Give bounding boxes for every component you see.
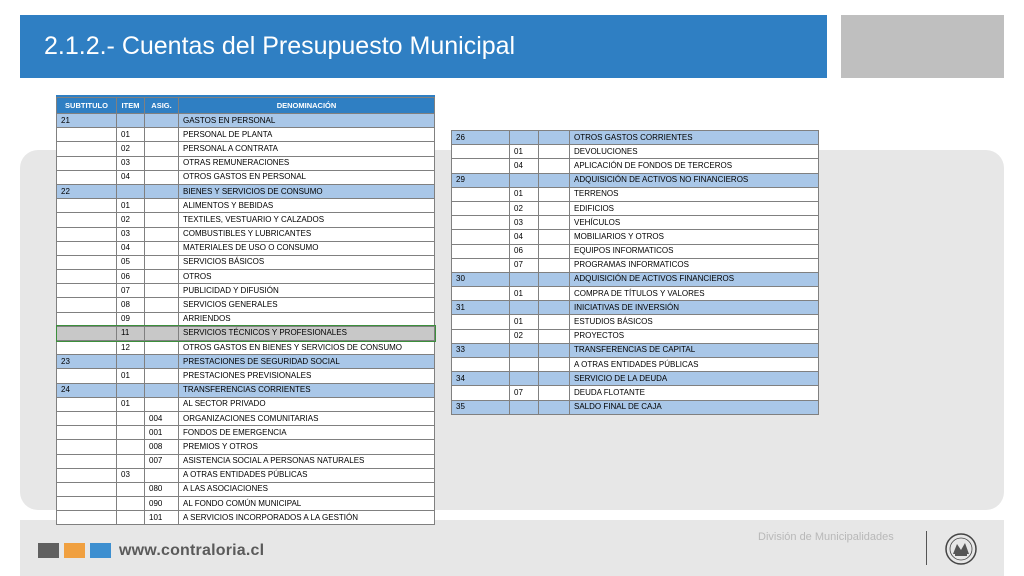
cell-item	[117, 355, 145, 369]
cell-subtitulo	[57, 397, 117, 411]
cell-item	[117, 482, 145, 496]
cell-subtitulo	[57, 128, 117, 142]
cell-item: 09	[117, 312, 145, 326]
table-row	[452, 358, 819, 372]
cell-asig	[145, 312, 179, 326]
table-row	[452, 301, 819, 315]
cell-asig	[145, 270, 179, 284]
header-denominacion: DENOMINACIÓN	[179, 98, 435, 114]
cell-item: 04	[510, 230, 539, 244]
cell-asig	[539, 201, 570, 215]
cell-denominacion: OTROS GASTOS EN PERSONAL	[179, 170, 435, 184]
cell-denominacion: ARRIENDOS	[179, 312, 435, 326]
cell-asig	[145, 284, 179, 298]
table-row	[57, 440, 435, 454]
cell-subtitulo	[57, 326, 117, 340]
table-row	[57, 227, 435, 241]
table-row	[57, 156, 435, 170]
cell-denominacion: A SERVICIOS INCORPORADOS A LA GESTIÓN	[179, 511, 435, 525]
table-row	[57, 426, 435, 440]
cell-item: 02	[510, 329, 539, 343]
cell-subtitulo	[57, 411, 117, 425]
cell-item	[510, 358, 539, 372]
cell-denominacion: A OTRAS ENTIDADES PÚBLICAS	[179, 468, 435, 482]
cell-denominacion: PRESTACIONES PREVISIONALES	[179, 369, 435, 383]
cell-subtitulo: 22	[57, 184, 117, 198]
cell-item	[510, 301, 539, 315]
table-row	[57, 170, 435, 184]
cell-asig	[145, 255, 179, 269]
cell-item: 03	[117, 468, 145, 482]
cell-denominacion: TRANSFERENCIAS DE CAPITAL	[570, 343, 819, 357]
table-row	[57, 284, 435, 298]
cell-subtitulo	[57, 170, 117, 184]
table-row	[452, 343, 819, 357]
cell-subtitulo: 23	[57, 355, 117, 369]
cell-asig	[539, 358, 570, 372]
cell-item: 03	[117, 156, 145, 170]
cell-subtitulo	[57, 142, 117, 156]
header-item: ITEM	[117, 98, 145, 114]
cell-asig: 004	[145, 411, 179, 425]
cell-asig	[145, 114, 179, 128]
table-row	[452, 145, 819, 159]
cell-asig	[539, 159, 570, 173]
cell-item: 01	[510, 145, 539, 159]
cell-subtitulo	[57, 241, 117, 255]
cell-asig	[145, 355, 179, 369]
cell-subtitulo	[57, 270, 117, 284]
cell-item	[510, 131, 539, 145]
cell-item	[117, 511, 145, 525]
cell-item: 03	[117, 227, 145, 241]
cell-asig: 101	[145, 511, 179, 525]
cell-subtitulo: 35	[452, 400, 510, 414]
cell-denominacion: TEXTILES, VESTUARIO Y CALZADOS	[179, 213, 435, 227]
cell-asig	[539, 216, 570, 230]
cell-item	[510, 400, 539, 414]
cell-asig	[145, 397, 179, 411]
cell-denominacion: SERVICIOS GENERALES	[179, 298, 435, 312]
table-row	[452, 400, 819, 414]
cell-denominacion: DEUDA FLOTANTE	[570, 386, 819, 400]
cell-item: 12	[117, 341, 145, 355]
cell-asig	[539, 329, 570, 343]
corner-gray-block	[841, 15, 1004, 78]
cell-denominacion: SERVICIOS TÉCNICOS Y PROFESIONALES	[179, 326, 435, 340]
cell-denominacion: EDIFICIOS	[570, 201, 819, 215]
cell-item: 01	[510, 187, 539, 201]
cell-asig	[539, 131, 570, 145]
cell-denominacion: BIENES Y SERVICIOS DE CONSUMO	[179, 184, 435, 198]
cell-subtitulo	[452, 159, 510, 173]
cell-denominacion: SERVICIO DE LA DEUDA	[570, 372, 819, 386]
cell-item	[117, 497, 145, 511]
cell-subtitulo	[57, 497, 117, 511]
cell-item	[117, 383, 145, 397]
cell-subtitulo	[452, 244, 510, 258]
cell-subtitulo	[57, 199, 117, 213]
table-row	[57, 397, 435, 411]
cell-denominacion: MATERIALES DE USO O CONSUMO	[179, 241, 435, 255]
cell-denominacion: TERRENOS	[570, 187, 819, 201]
table-row	[57, 142, 435, 156]
cell-item: 01	[117, 128, 145, 142]
cell-denominacion: PRESTACIONES DE SEGURIDAD SOCIAL	[179, 355, 435, 369]
cell-denominacion: SALDO FINAL DE CAJA	[570, 400, 819, 414]
cell-subtitulo	[57, 284, 117, 298]
cell-item: 03	[510, 216, 539, 230]
cell-subtitulo	[452, 187, 510, 201]
cell-item: 11	[117, 326, 145, 340]
cell-item: 06	[117, 270, 145, 284]
cell-item: 04	[117, 170, 145, 184]
cell-subtitulo	[57, 468, 117, 482]
cell-asig	[145, 326, 179, 340]
table-row	[452, 386, 819, 400]
cell-subtitulo	[57, 369, 117, 383]
cell-subtitulo	[57, 156, 117, 170]
footer-division: División de Municipalidades	[758, 531, 894, 543]
cell-subtitulo	[57, 312, 117, 326]
cell-denominacion: OTROS GASTOS CORRIENTES	[570, 131, 819, 145]
cell-asig	[539, 173, 570, 187]
cell-subtitulo	[452, 145, 510, 159]
cell-item	[117, 454, 145, 468]
cell-item: 07	[510, 386, 539, 400]
cell-denominacion: ASISTENCIA SOCIAL A PERSONAS NATURALES	[179, 454, 435, 468]
cell-subtitulo	[57, 255, 117, 269]
cell-asig	[539, 315, 570, 329]
table-row	[452, 131, 819, 145]
cell-denominacion: DEVOLUCIONES	[570, 145, 819, 159]
header-subtitulo: SUBTITULO	[57, 98, 117, 114]
table-row	[57, 312, 435, 326]
cell-denominacion: PROGRAMAS INFORMATICOS	[570, 258, 819, 272]
table-row	[57, 298, 435, 312]
table-row	[57, 411, 435, 425]
cell-asig: 001	[145, 426, 179, 440]
budget-table-right	[451, 130, 819, 415]
cell-asig: 090	[145, 497, 179, 511]
table-row	[57, 482, 435, 496]
cell-denominacion: PERSONAL DE PLANTA	[179, 128, 435, 142]
footer-logo-square-gray	[38, 543, 59, 558]
cell-denominacion: GASTOS EN PERSONAL	[179, 114, 435, 128]
cell-denominacion: ADQUISICIÓN DE ACTIVOS FINANCIEROS	[570, 272, 819, 286]
cell-subtitulo: 34	[452, 372, 510, 386]
cell-subtitulo	[452, 315, 510, 329]
footer-separator	[926, 531, 927, 565]
cell-asig	[145, 369, 179, 383]
cell-asig	[145, 468, 179, 482]
cell-item: 08	[117, 298, 145, 312]
cell-item: 02	[510, 201, 539, 215]
cell-item: 04	[510, 159, 539, 173]
cell-subtitulo	[452, 329, 510, 343]
table-row	[452, 329, 819, 343]
table-row	[57, 241, 435, 255]
cell-item	[117, 184, 145, 198]
cell-subtitulo	[452, 258, 510, 272]
cell-asig	[145, 383, 179, 397]
footer-url[interactable]: www.contraloria.cl	[119, 542, 265, 559]
cell-subtitulo: 24	[57, 383, 117, 397]
cell-denominacion: ALIMENTOS Y BEBIDAS	[179, 199, 435, 213]
table-row	[452, 287, 819, 301]
cell-asig	[539, 187, 570, 201]
cell-subtitulo	[57, 482, 117, 496]
cell-denominacion: APLICACIÓN DE FONDOS DE TERCEROS	[570, 159, 819, 173]
cell-asig	[539, 272, 570, 286]
cell-item: 01	[117, 397, 145, 411]
table-row	[57, 468, 435, 482]
cell-denominacion: ADQUISICIÓN DE ACTIVOS NO FINANCIEROS	[570, 173, 819, 187]
cell-asig	[539, 343, 570, 357]
table-row	[57, 128, 435, 142]
cell-denominacion: FONDOS DE EMERGENCIA	[179, 426, 435, 440]
table-row	[452, 244, 819, 258]
cell-item: 05	[117, 255, 145, 269]
cell-item: 01	[117, 369, 145, 383]
table-header-row	[57, 98, 435, 114]
cell-subtitulo	[452, 287, 510, 301]
footer-logo-square-orange	[64, 543, 85, 558]
table-row	[452, 216, 819, 230]
table-row	[57, 341, 435, 355]
cell-subtitulo	[452, 201, 510, 215]
cell-asig	[539, 287, 570, 301]
cell-denominacion: A OTRAS ENTIDADES PÚBLICAS	[570, 358, 819, 372]
cell-denominacion: OTROS GASTOS EN BIENES Y SERVICIOS DE CONSUMO	[179, 341, 435, 355]
cell-item	[510, 272, 539, 286]
cell-item	[510, 173, 539, 187]
cell-subtitulo	[452, 216, 510, 230]
table-row	[57, 383, 435, 397]
table-row	[57, 255, 435, 269]
cell-asig	[539, 301, 570, 315]
cell-denominacion: A LAS ASOCIACIONES	[179, 482, 435, 496]
footer-logo-square-blue	[90, 543, 111, 558]
cell-item: 01	[510, 315, 539, 329]
table-row	[57, 355, 435, 369]
cell-subtitulo: 33	[452, 343, 510, 357]
slide-title: 2.1.2.- Cuentas del Presupuesto Municipal	[20, 15, 827, 78]
cell-denominacion: PREMIOS Y OTROS	[179, 440, 435, 454]
cell-subtitulo	[57, 298, 117, 312]
cell-item: 04	[117, 241, 145, 255]
cell-subtitulo: 29	[452, 173, 510, 187]
cell-item	[117, 411, 145, 425]
cell-item: 02	[117, 213, 145, 227]
table-row	[57, 511, 435, 525]
table-row	[452, 187, 819, 201]
table-row	[452, 173, 819, 187]
cell-denominacion: COMBUSTIBLES Y LUBRICANTES	[179, 227, 435, 241]
table-row	[452, 372, 819, 386]
cell-asig	[539, 400, 570, 414]
cell-item: 07	[510, 258, 539, 272]
cell-subtitulo	[452, 230, 510, 244]
cell-subtitulo	[57, 440, 117, 454]
cell-denominacion: TRANSFERENCIAS CORRIENTES	[179, 383, 435, 397]
cell-asig	[145, 213, 179, 227]
cell-asig	[145, 184, 179, 198]
cell-asig	[145, 298, 179, 312]
cell-item: 01	[510, 287, 539, 301]
cell-item	[510, 372, 539, 386]
cell-denominacion: COMPRA DE TÍTULOS Y VALORES	[570, 287, 819, 301]
cell-subtitulo: 26	[452, 131, 510, 145]
cell-denominacion: AL FONDO COMÚN MUNICIPAL	[179, 497, 435, 511]
cell-subtitulo	[57, 426, 117, 440]
cell-asig	[145, 341, 179, 355]
cell-item: 06	[510, 244, 539, 258]
cell-asig	[539, 372, 570, 386]
table-row	[57, 270, 435, 284]
cell-asig	[539, 386, 570, 400]
cell-asig	[145, 227, 179, 241]
cell-subtitulo	[57, 213, 117, 227]
contraloria-seal-icon	[937, 532, 985, 566]
table-row	[57, 199, 435, 213]
cell-item: 02	[117, 142, 145, 156]
cell-asig	[539, 258, 570, 272]
cell-asig	[539, 230, 570, 244]
cell-denominacion: ORGANIZACIONES COMUNITARIAS	[179, 411, 435, 425]
cell-asig	[145, 142, 179, 156]
table-row	[452, 272, 819, 286]
cell-item	[117, 426, 145, 440]
cell-subtitulo: 31	[452, 301, 510, 315]
cell-denominacion: PUBLICIDAD Y DIFUSIÓN	[179, 284, 435, 298]
cell-item	[510, 343, 539, 357]
table-row	[452, 159, 819, 173]
table-row	[57, 454, 435, 468]
cell-asig	[145, 199, 179, 213]
cell-asig	[145, 128, 179, 142]
table-row	[57, 326, 435, 340]
cell-subtitulo: 21	[57, 114, 117, 128]
cell-asig: 080	[145, 482, 179, 496]
table-row	[452, 201, 819, 215]
table-row	[57, 369, 435, 383]
cell-denominacion: OTROS	[179, 270, 435, 284]
cell-item	[117, 440, 145, 454]
cell-denominacion: PROYECTOS	[570, 329, 819, 343]
table-row	[57, 184, 435, 198]
cell-denominacion: ESTUDIOS BÁSICOS	[570, 315, 819, 329]
cell-item: 07	[117, 284, 145, 298]
cell-denominacion: MOBILIARIOS Y OTROS	[570, 230, 819, 244]
cell-denominacion: EQUIPOS INFORMATICOS	[570, 244, 819, 258]
table-row	[452, 315, 819, 329]
table-row	[57, 497, 435, 511]
cell-asig: 008	[145, 440, 179, 454]
cell-denominacion: VEHÍCULOS	[570, 216, 819, 230]
cell-item	[117, 114, 145, 128]
table-row	[57, 213, 435, 227]
cell-subtitulo	[452, 358, 510, 372]
cell-asig	[539, 145, 570, 159]
cell-denominacion: SERVICIOS BÁSICOS	[179, 255, 435, 269]
cell-denominacion: AL SECTOR PRIVADO	[179, 397, 435, 411]
cell-asig	[539, 244, 570, 258]
table-row	[452, 230, 819, 244]
table-row	[57, 114, 435, 128]
cell-asig: 007	[145, 454, 179, 468]
cell-subtitulo	[57, 227, 117, 241]
cell-subtitulo: 30	[452, 272, 510, 286]
cell-denominacion: INICIATIVAS DE INVERSIÓN	[570, 301, 819, 315]
cell-subtitulo	[452, 386, 510, 400]
cell-subtitulo	[57, 341, 117, 355]
cell-denominacion: PERSONAL A CONTRATA	[179, 142, 435, 156]
cell-denominacion: OTRAS REMUNERACIONES	[179, 156, 435, 170]
cell-subtitulo	[57, 454, 117, 468]
cell-item: 01	[117, 199, 145, 213]
table-row	[452, 258, 819, 272]
cell-asig	[145, 241, 179, 255]
budget-table-left	[56, 97, 435, 525]
cell-asig	[145, 170, 179, 184]
cell-asig	[145, 156, 179, 170]
cell-subtitulo	[57, 511, 117, 525]
header-asig: ASIG.	[145, 98, 179, 114]
